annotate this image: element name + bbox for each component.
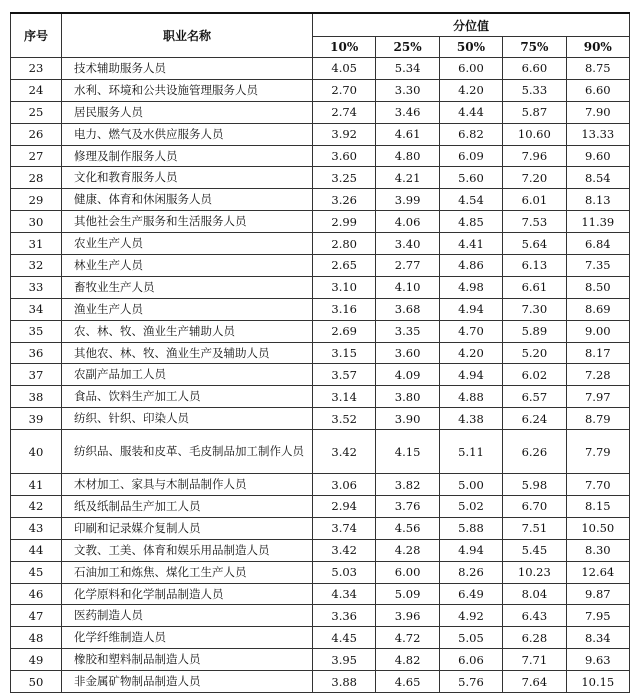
row-value-p50: 4.70 [439,320,502,342]
row-occupation-name: 水利、环境和公共设施管理服务人员 [62,79,313,101]
header-p75: 75% [503,37,566,58]
row-occupation-name: 居民服务人员 [62,101,313,123]
row-occupation-name: 其他农、林、牧、渔业生产及辅助人员 [62,342,313,364]
row-value-p10: 5.03 [313,561,376,583]
row-value-p75: 10.23 [503,561,566,583]
table-row [11,167,630,189]
row-value-p10: 2.69 [313,320,376,342]
header-occupation-name: 职业名称 [62,13,313,58]
row-seq: 42 [11,496,62,518]
row-value-p75: 6.24 [503,408,566,430]
row-occupation-name: 化学纤维制造人员 [62,627,313,649]
row-seq: 49 [11,649,62,671]
table-row [11,342,630,364]
table-row [11,145,630,167]
row-value-p75: 6.13 [503,255,566,277]
row-value-p90: 7.95 [566,605,629,627]
row-occupation-name: 渔业生产人员 [62,298,313,320]
row-seq: 50 [11,671,62,693]
row-value-p25: 3.99 [376,189,439,211]
row-value-p50: 6.09 [439,145,502,167]
table-body [11,58,630,693]
row-value-p50: 4.20 [439,79,502,101]
row-occupation-name: 修理及制作服务人员 [62,145,313,167]
row-value-p90: 8.34 [566,627,629,649]
row-seq: 24 [11,79,62,101]
row-value-p25: 3.35 [376,320,439,342]
row-seq: 30 [11,211,62,233]
row-value-p90: 7.79 [566,430,629,474]
header-p50: 50% [439,37,502,58]
row-occupation-name: 文化和教育服务人员 [62,167,313,189]
table-row [11,276,630,298]
row-value-p10: 2.74 [313,101,376,123]
row-value-p25: 3.90 [376,408,439,430]
row-value-p10: 3.88 [313,671,376,693]
row-value-p50: 4.94 [439,539,502,561]
table-row [11,386,630,408]
row-seq: 40 [11,430,62,474]
row-seq: 37 [11,364,62,386]
row-value-p10: 3.10 [313,276,376,298]
table-row [11,364,630,386]
header-p10: 10% [313,37,376,58]
row-seq: 45 [11,561,62,583]
row-value-p10: 3.16 [313,298,376,320]
row-occupation-name: 农副产品加工人员 [62,364,313,386]
row-value-p10: 4.45 [313,627,376,649]
header-percentile-group: 分位值 [313,13,630,37]
row-value-p10: 3.15 [313,342,376,364]
row-value-p50: 4.92 [439,605,502,627]
row-value-p90: 7.28 [566,364,629,386]
row-seq: 27 [11,145,62,167]
row-value-p25: 5.34 [376,58,439,80]
row-value-p10: 4.05 [313,58,376,80]
table-row [11,58,630,80]
row-value-p75: 6.26 [503,430,566,474]
row-value-p90: 9.63 [566,649,629,671]
row-value-p90: 10.15 [566,671,629,693]
row-value-p75: 5.89 [503,320,566,342]
row-value-p25: 4.15 [376,430,439,474]
table-row [11,583,630,605]
row-value-p50: 4.86 [439,255,502,277]
row-value-p90: 6.60 [566,79,629,101]
table-row [11,123,630,145]
row-value-p75: 6.57 [503,386,566,408]
row-value-p75: 5.87 [503,101,566,123]
table-row [11,539,630,561]
row-value-p50: 6.82 [439,123,502,145]
row-value-p50: 6.00 [439,58,502,80]
row-value-p90: 7.35 [566,255,629,277]
row-value-p10: 3.42 [313,430,376,474]
row-value-p50: 4.85 [439,211,502,233]
row-seq: 33 [11,276,62,298]
row-value-p75: 7.64 [503,671,566,693]
row-value-p75: 6.01 [503,189,566,211]
row-value-p90: 8.30 [566,539,629,561]
row-seq: 23 [11,58,62,80]
row-seq: 44 [11,539,62,561]
row-occupation-name: 健康、体育和休闲服务人员 [62,189,313,211]
row-seq: 34 [11,298,62,320]
row-value-p10: 3.57 [313,364,376,386]
row-value-p90: 7.90 [566,101,629,123]
row-value-p50: 4.94 [439,364,502,386]
row-value-p10: 3.52 [313,408,376,430]
row-value-p50: 4.44 [439,101,502,123]
row-value-p10: 3.25 [313,167,376,189]
row-value-p75: 7.53 [503,211,566,233]
row-value-p75: 5.64 [503,233,566,255]
row-occupation-name: 纸及纸制品生产加工人员 [62,496,313,518]
row-value-p75: 6.28 [503,627,566,649]
row-value-p50: 5.11 [439,430,502,474]
row-value-p90: 8.17 [566,342,629,364]
row-seq: 47 [11,605,62,627]
row-value-p90: 8.54 [566,167,629,189]
row-value-p25: 4.56 [376,517,439,539]
row-value-p75: 6.61 [503,276,566,298]
row-value-p90: 11.39 [566,211,629,233]
row-value-p25: 3.76 [376,496,439,518]
row-value-p10: 2.70 [313,79,376,101]
row-value-p25: 4.82 [376,649,439,671]
table-row [11,255,630,277]
row-value-p10: 3.14 [313,386,376,408]
row-value-p10: 2.94 [313,496,376,518]
row-value-p25: 3.80 [376,386,439,408]
row-occupation-name: 化学原料和化学制品制造人员 [62,583,313,605]
table-row [11,430,630,474]
row-value-p90: 7.70 [566,474,629,496]
row-value-p25: 3.96 [376,605,439,627]
table-row [11,298,630,320]
row-value-p25: 6.00 [376,561,439,583]
row-value-p90: 12.64 [566,561,629,583]
row-value-p25: 4.21 [376,167,439,189]
row-occupation-name: 农、林、牧、渔业生产辅助人员 [62,320,313,342]
row-value-p10: 3.95 [313,649,376,671]
table-row [11,101,630,123]
row-value-p50: 5.60 [439,167,502,189]
row-value-p50: 5.76 [439,671,502,693]
row-value-p90: 6.84 [566,233,629,255]
row-seq: 43 [11,517,62,539]
row-value-p75: 5.98 [503,474,566,496]
row-occupation-name: 农业生产人员 [62,233,313,255]
row-value-p75: 7.20 [503,167,566,189]
table-row [11,474,630,496]
table-header [11,13,630,58]
row-value-p25: 3.46 [376,101,439,123]
row-occupation-name: 其他社会生产服务和生活服务人员 [62,211,313,233]
header-p90: 90% [566,37,629,58]
row-seq: 31 [11,233,62,255]
row-value-p10: 3.60 [313,145,376,167]
row-value-p10: 2.80 [313,233,376,255]
row-value-p75: 5.33 [503,79,566,101]
row-value-p50: 4.88 [439,386,502,408]
table-row [11,408,630,430]
row-value-p90: 8.75 [566,58,629,80]
row-value-p75: 7.71 [503,649,566,671]
row-seq: 29 [11,189,62,211]
row-value-p75: 6.02 [503,364,566,386]
row-value-p50: 6.49 [439,583,502,605]
row-occupation-name: 橡胶和塑料制品制造人员 [62,649,313,671]
row-value-p75: 10.60 [503,123,566,145]
row-value-p25: 3.30 [376,79,439,101]
row-seq: 28 [11,167,62,189]
row-value-p90: 8.79 [566,408,629,430]
row-value-p75: 6.60 [503,58,566,80]
row-value-p25: 4.06 [376,211,439,233]
row-value-p50: 4.20 [439,342,502,364]
table-row [11,561,630,583]
row-value-p90: 8.50 [566,276,629,298]
row-value-p75: 5.20 [503,342,566,364]
row-occupation-name: 纺织、针织、印染人员 [62,408,313,430]
row-value-p50: 6.06 [439,649,502,671]
table-row [11,496,630,518]
row-value-p50: 4.41 [439,233,502,255]
row-value-p10: 3.36 [313,605,376,627]
row-value-p25: 3.60 [376,342,439,364]
row-value-p25: 3.82 [376,474,439,496]
row-seq: 41 [11,474,62,496]
row-value-p50: 8.26 [439,561,502,583]
row-seq: 25 [11,101,62,123]
row-value-p10: 2.99 [313,211,376,233]
table-row [11,649,630,671]
row-value-p25: 4.72 [376,627,439,649]
row-value-p25: 3.68 [376,298,439,320]
table-row [11,517,630,539]
row-value-p25: 5.09 [376,583,439,605]
table-row [11,671,630,693]
table-row [11,233,630,255]
row-value-p10: 3.26 [313,189,376,211]
table-row [11,320,630,342]
row-seq: 36 [11,342,62,364]
row-value-p75: 8.04 [503,583,566,605]
row-value-p50: 4.54 [439,189,502,211]
row-value-p25: 3.40 [376,233,439,255]
row-value-p25: 4.28 [376,539,439,561]
row-seq: 48 [11,627,62,649]
row-occupation-name: 技术辅助服务人员 [62,58,313,80]
row-seq: 46 [11,583,62,605]
row-occupation-name: 医药制造人员 [62,605,313,627]
row-occupation-name: 石油加工和炼焦、煤化工生产人员 [62,561,313,583]
header-p25: 25% [376,37,439,58]
row-value-p90: 8.13 [566,189,629,211]
row-value-p25: 2.77 [376,255,439,277]
row-value-p50: 5.00 [439,474,502,496]
row-value-p90: 8.69 [566,298,629,320]
row-value-p50: 5.88 [439,517,502,539]
row-occupation-name: 电力、燃气及水供应服务人员 [62,123,313,145]
row-occupation-name: 畜牧业生产人员 [62,276,313,298]
row-occupation-name: 文教、工美、体育和娱乐用品制造人员 [62,539,313,561]
row-value-p50: 5.05 [439,627,502,649]
row-seq: 35 [11,320,62,342]
row-occupation-name: 食品、饮料生产加工人员 [62,386,313,408]
row-value-p50: 5.02 [439,496,502,518]
row-value-p75: 7.51 [503,517,566,539]
row-value-p10: 3.42 [313,539,376,561]
row-value-p50: 4.94 [439,298,502,320]
row-occupation-name: 木材加工、家具与木制品制作人员 [62,474,313,496]
table-row [11,211,630,233]
table-row [11,627,630,649]
row-occupation-name: 非金属矿物制品制造人员 [62,671,313,693]
row-value-p90: 7.97 [566,386,629,408]
header-seq: 序号 [11,13,62,58]
row-value-p75: 7.96 [503,145,566,167]
row-value-p90: 10.50 [566,517,629,539]
row-seq: 32 [11,255,62,277]
table-row [11,605,630,627]
row-value-p50: 4.98 [439,276,502,298]
row-value-p75: 6.43 [503,605,566,627]
row-value-p75: 5.45 [503,539,566,561]
row-seq: 38 [11,386,62,408]
row-occupation-name: 纺织品、服装和皮革、毛皮制品加工制作人员 [62,430,313,474]
row-occupation-name: 林业生产人员 [62,255,313,277]
row-value-p10: 3.06 [313,474,376,496]
row-value-p90: 8.15 [566,496,629,518]
row-value-p75: 7.30 [503,298,566,320]
row-value-p10: 4.34 [313,583,376,605]
table-row [11,79,630,101]
row-value-p25: 4.80 [376,145,439,167]
row-seq: 26 [11,123,62,145]
row-value-p25: 4.65 [376,671,439,693]
row-value-p90: 9.87 [566,583,629,605]
row-value-p10: 2.65 [313,255,376,277]
table-row [11,189,630,211]
row-value-p50: 4.38 [439,408,502,430]
row-value-p90: 9.00 [566,320,629,342]
row-value-p90: 13.33 [566,123,629,145]
row-seq: 39 [11,408,62,430]
row-value-p25: 4.61 [376,123,439,145]
row-occupation-name: 印刷和记录媒介复制人员 [62,517,313,539]
row-value-p90: 9.60 [566,145,629,167]
occupation-percentile-table [10,12,630,693]
row-value-p25: 4.09 [376,364,439,386]
row-value-p75: 6.70 [503,496,566,518]
row-value-p10: 3.74 [313,517,376,539]
row-value-p10: 3.92 [313,123,376,145]
row-value-p25: 4.10 [376,276,439,298]
